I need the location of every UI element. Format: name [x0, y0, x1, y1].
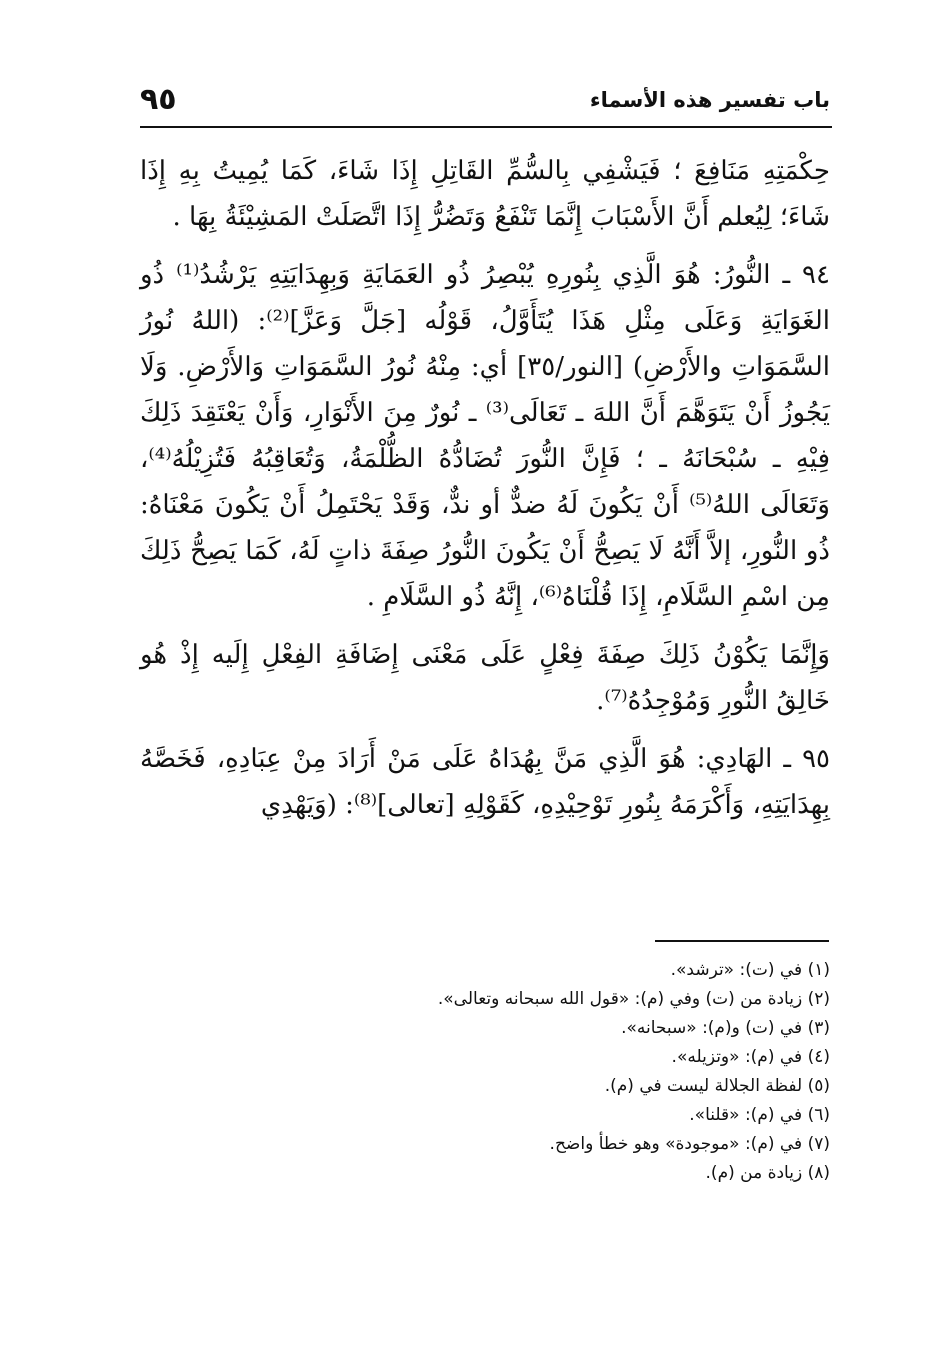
footnote-3: (٣) في (ت) و(م): «سبحانه».	[621, 1018, 830, 1038]
footnote-8: (٨) زيادة من (م).	[705, 1163, 830, 1183]
header-rule	[140, 126, 832, 128]
footnote-2: (٢) زيادة من (ت) وفي (م): «قول الله سبحانه وتعالى».	[437, 989, 830, 1009]
footnote-rule	[655, 940, 829, 942]
paragraph-entry-94: ٩٤ ـ النُّورُ: هُوَ الَّذِي بِنُورِهِ يُبْصِرُ ذُو العَمَايَةِ وَبِهِدَايَتِهِ يَرْشُدُ⁽¹⁾ ذُو الغَوَايَةِ وَعَلَى مِثْلِ هَذَا يُتَأَوَّلُ، قَوْلُه [جَلَّ وَعَزَّ]⁽²⁾: (اللهُ نُورُ السَّمَوَاتِ والأَرْضِ) [النور/٣٥] أي: مِنْهُ نُورُ السَّمَوَاتِ وَالأَرْضِ. وَلَا يَجُوزُ أَنْ يَتَوَهَّمَ أَنَّ اللهَ ـ تَعَالَى⁽³⁾ ـ نُورٌ مِنَ الأَنْوَارِ، وَأَنْ يَعْتَقِدَ ذَلِكَ فِيْهِ ـ سُبْحَانَهُ ـ ؛ فَإِنَّ النُّورَ تُضَادُّهُ الظُّلْمَةُ، وَتُعَاقِبُهُ فَتُزِيْلُهُ⁽⁴⁾، وَتَعَالَى اللهُ⁽⁵⁾ أَنْ يَكُونَ لَهُ ضدٌّ أو ندٌّ، وَقَدْ يَحْتَمِلُ أَنْ يَكُونَ مَعْنَاهُ: ذُو النُّورِ، إلاَّ أَنَّهُ لَا يَصِحُّ أَنْ يَكُونَ النُّورُ صِفَةَ ذاتٍ لَهُ، كَمَا يَصِحُّ ذَلِكَ مِن اسْمِ السَّلَامِ، إِذَا قُلْنَاهُ⁽⁶⁾، إِنَّهُ ذُو السَّلَامِ .	[140, 260, 831, 612]
main-text	[140, 148, 830, 828]
paragraph-continuation: حِكْمَتِهِ مَنَافِعَ ؛ فَيَشْفِي بِالسُّمِّ القَاتِلِ إِذَا شَاءَ، كَمَا يُمِيتُ بِهِ إِذَا شَاءَ؛ لِيُعلم أَنَّ الأَسْبَابَ إِنَّمَا تَنْفَعُ وَتَضُرُّ إِذَا اتَّصَلَتْ المَشِيْئَةُ بِهَا .	[140, 156, 830, 232]
footnote-6: (٦) في (م): «قلنا».	[689, 1105, 830, 1125]
chapter-title: باب تفسير هذه الأسماء	[589, 88, 830, 112]
footnote-1: (١) في (ت): «ترشد».	[670, 960, 830, 980]
footnotes	[300, 956, 830, 1188]
paragraph-entry-95: ٩٥ ـ الهَادِي: هُوَ الَّذِي مَنَّ بِهُدَاهُ عَلَى مَنْ أَرَادَ مِنْ عِبَادِهِ، فَخَصَّهُ بِهِدَايَتِهِ، وَأَكْرَمَهُ بِنُورِ تَوْحِيْدِهِ، كَقَوْلِهِ [تعالى]⁽⁸⁾: (وَيَهْدِي	[140, 744, 830, 820]
paragraph-entry-94-continued: وَإِنَّمَا يَكُوْنُ ذَلِكَ صِفَةَ فِعْلٍ عَلَى مَعْنَى إِضَافَةِ الفِعْلِ إِلَيه إِذْ هُو خَالِقُ النُّورِ وَمُوْجِدُهُ⁽⁷⁾.	[140, 640, 830, 716]
footnote-7: (٧) في (م): «موجودة» وهو خطأ واضح.	[549, 1134, 830, 1154]
footnote-5: (٥) لفظة الجلالة ليست في (م).	[604, 1076, 830, 1096]
running-header	[140, 82, 830, 118]
page-number: ٩٥	[140, 82, 177, 117]
footnote-4: (٤) في (م): «وتزيله».	[671, 1047, 830, 1067]
